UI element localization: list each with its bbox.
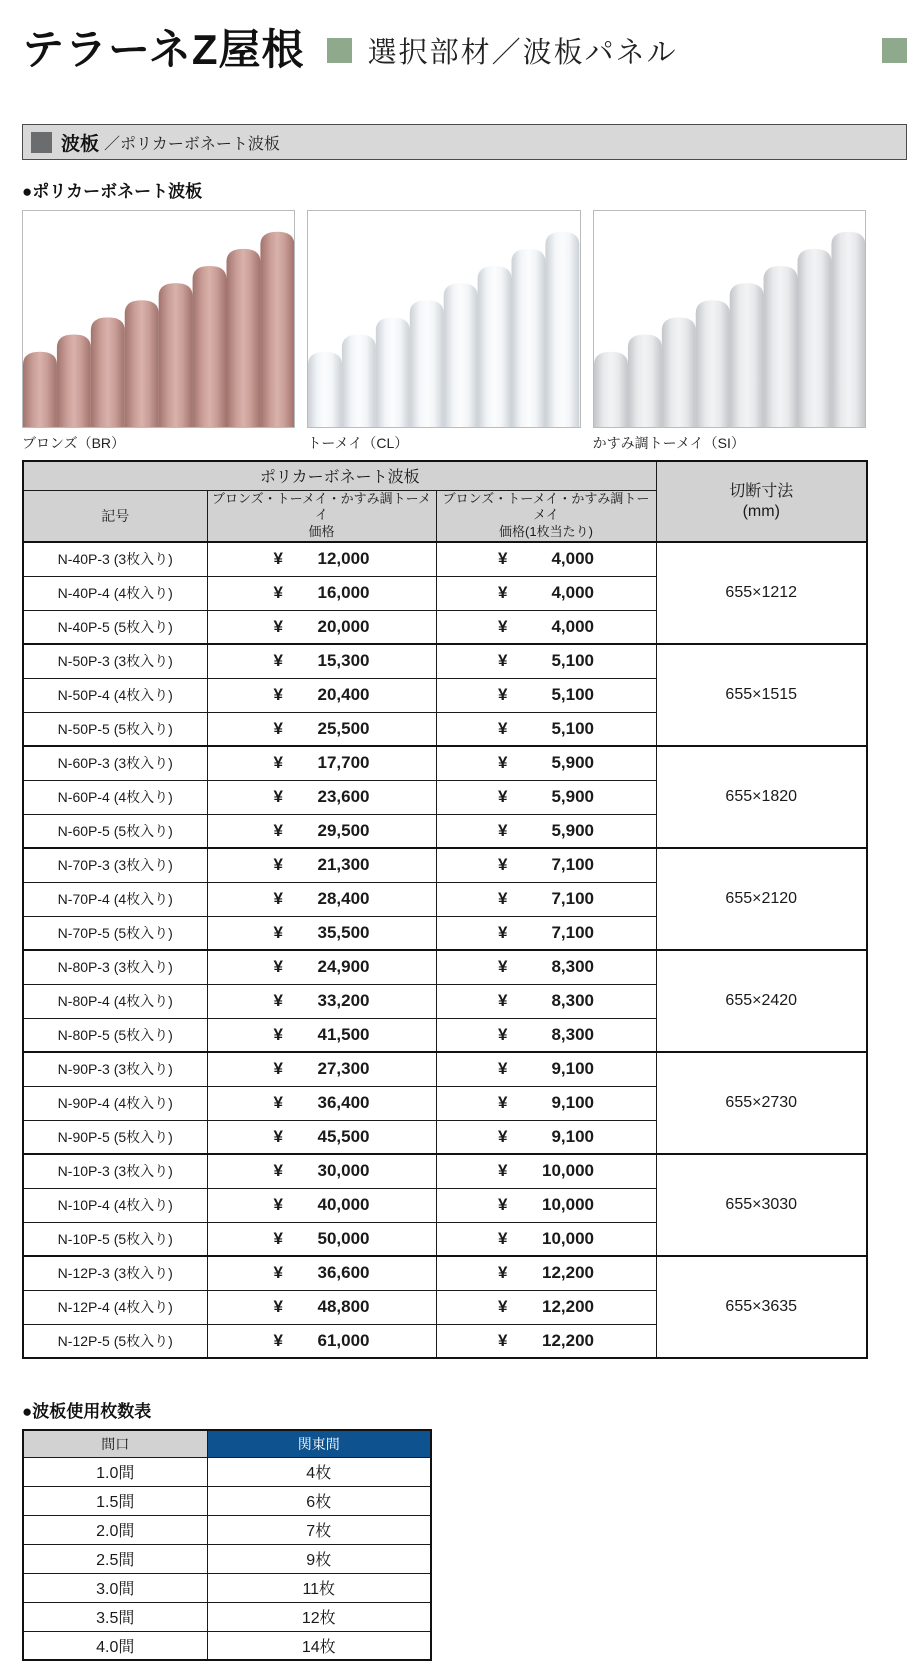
yen-symbol: ¥ xyxy=(498,1263,508,1283)
price-cell xyxy=(207,610,436,644)
price-table-row xyxy=(23,1154,867,1188)
price-amount: 48,800 xyxy=(317,1297,370,1317)
price-table-code-header: 記号 xyxy=(23,490,207,542)
code-cell: N-50P-4 (4枚入り) xyxy=(23,678,207,712)
swatch-label: かすみ調トーメイ（SI） xyxy=(592,435,745,451)
yen-symbol: ¥ xyxy=(273,549,283,569)
unit-header-line1: ブロンズ・トーメイ・かすみ調トーメイ xyxy=(442,490,650,523)
price-amount: 9,100 xyxy=(551,1126,594,1146)
section-bar-title: 波板 xyxy=(61,133,100,155)
yen-symbol: ¥ xyxy=(498,1297,508,1317)
price-amount: 8,300 xyxy=(551,1024,594,1044)
code-cell: N-12P-3 (3枚入り) xyxy=(23,1256,207,1290)
usage-col-kanto: 関東間 xyxy=(207,1430,431,1457)
price-amount: 27,300 xyxy=(317,1059,370,1079)
price-amount: 24,900 xyxy=(317,957,370,977)
size-cell: 655×2730 xyxy=(656,1052,867,1154)
price-cell xyxy=(207,984,436,1018)
kanto-cell: 14枚 xyxy=(207,1631,431,1660)
price-amount: 5,100 xyxy=(551,685,594,705)
price-cell xyxy=(207,882,436,916)
yen-symbol: ¥ xyxy=(273,753,283,773)
code-cell: N-90P-5 (5枚入り) xyxy=(23,1120,207,1154)
price-cell xyxy=(436,610,656,644)
price-table-size-header xyxy=(656,461,867,542)
code-cell: N-40P-4 (4枚入り) xyxy=(23,576,207,610)
maguchi-cell: 2.5間 xyxy=(23,1544,207,1573)
price-amount: 12,200 xyxy=(542,1263,594,1283)
yen-symbol: ¥ xyxy=(273,820,283,840)
price-cell xyxy=(207,1256,436,1290)
price-table-row xyxy=(23,1256,867,1290)
price-amount: 8,300 xyxy=(551,957,594,977)
price-cell xyxy=(207,1188,436,1222)
code-cell: N-80P-4 (4枚入り) xyxy=(23,984,207,1018)
size-header-line1: 切断寸法 xyxy=(729,482,794,500)
yen-symbol: ¥ xyxy=(273,718,283,738)
yen-symbol: ¥ xyxy=(498,1195,508,1215)
price-amount: 4,000 xyxy=(551,549,594,569)
price-cell xyxy=(207,1052,436,1086)
price-cell xyxy=(436,1290,656,1324)
code-cell: N-40P-5 (5枚入り) xyxy=(23,610,207,644)
price-amount: 4,000 xyxy=(551,583,594,603)
price-amount: 21,300 xyxy=(317,855,370,875)
yen-symbol: ¥ xyxy=(273,855,283,875)
price-amount: 36,400 xyxy=(317,1093,370,1113)
code-cell: N-60P-5 (5枚入り) xyxy=(23,814,207,848)
usage-table-heading: ●波板使用枚数表 xyxy=(22,1402,152,1422)
code-cell: N-12P-5 (5枚入り) xyxy=(23,1324,207,1358)
green-square-icon xyxy=(327,38,352,63)
yen-symbol: ¥ xyxy=(273,1297,283,1317)
price-cell xyxy=(436,678,656,712)
price-amount: 16,000 xyxy=(317,583,370,603)
code-cell: N-70P-4 (4枚入り) xyxy=(23,882,207,916)
code-cell: N-10P-5 (5枚入り) xyxy=(23,1222,207,1256)
yen-symbol: ¥ xyxy=(273,1195,283,1215)
size-cell: 655×1515 xyxy=(656,644,867,746)
kanto-cell: 11枚 xyxy=(207,1573,431,1602)
yen-symbol: ¥ xyxy=(273,922,283,942)
yen-symbol: ¥ xyxy=(498,616,508,636)
yen-symbol: ¥ xyxy=(273,583,283,603)
size-cell: 655×1820 xyxy=(656,746,867,848)
code-cell: N-50P-3 (3枚入り) xyxy=(23,644,207,678)
yen-symbol: ¥ xyxy=(498,1093,508,1113)
price-cell xyxy=(436,848,656,882)
price-cell xyxy=(207,1086,436,1120)
section-bar xyxy=(22,124,907,160)
price-cell xyxy=(436,814,656,848)
yen-symbol: ¥ xyxy=(273,1161,283,1181)
maguchi-cell: 3.0間 xyxy=(23,1573,207,1602)
price-table-row xyxy=(23,1052,867,1086)
price-cell xyxy=(436,746,656,780)
code-cell: N-90P-4 (4枚入り) xyxy=(23,1086,207,1120)
yen-symbol: ¥ xyxy=(273,1263,283,1283)
swatch-frosted xyxy=(593,210,866,453)
yen-symbol: ¥ xyxy=(273,1126,283,1146)
price-cell xyxy=(436,950,656,984)
price-amount: 45,500 xyxy=(317,1126,370,1146)
price-amount: 20,000 xyxy=(317,616,370,636)
yen-symbol: ¥ xyxy=(273,787,283,807)
price-amount: 12,000 xyxy=(317,549,370,569)
price-amount: 7,100 xyxy=(551,922,594,942)
yen-symbol: ¥ xyxy=(498,549,508,569)
usage-table-row xyxy=(23,1515,431,1544)
price-amount: 12,200 xyxy=(542,1330,594,1350)
usage-table-row xyxy=(23,1602,431,1631)
yen-symbol: ¥ xyxy=(498,1126,508,1146)
size-cell: 655×3635 xyxy=(656,1256,867,1358)
code-cell: N-50P-5 (5枚入り) xyxy=(23,712,207,746)
price-amount: 8,300 xyxy=(551,991,594,1011)
usage-table-body xyxy=(23,1457,431,1660)
yen-symbol: ¥ xyxy=(273,991,283,1011)
price-cell xyxy=(207,576,436,610)
kanto-cell: 4枚 xyxy=(207,1457,431,1486)
price-cell xyxy=(207,678,436,712)
usage-table-row xyxy=(23,1544,431,1573)
price-amount: 10,000 xyxy=(542,1195,594,1215)
yen-symbol: ¥ xyxy=(498,583,508,603)
price-cell xyxy=(207,1324,436,1358)
price-cell xyxy=(436,542,656,576)
price-cell xyxy=(436,916,656,950)
code-cell: N-80P-5 (5枚入り) xyxy=(23,1018,207,1052)
price-cell xyxy=(436,1120,656,1154)
price-cell xyxy=(207,814,436,848)
price-cell xyxy=(436,1018,656,1052)
yen-symbol: ¥ xyxy=(273,1330,283,1350)
code-cell: N-90P-3 (3枚入り) xyxy=(23,1052,207,1086)
price-cell xyxy=(207,780,436,814)
price-table-price-header xyxy=(207,490,436,542)
yen-symbol: ¥ xyxy=(498,685,508,705)
yen-symbol: ¥ xyxy=(498,889,508,909)
code-cell: N-70P-3 (3枚入り) xyxy=(23,848,207,882)
price-amount: 5,900 xyxy=(551,753,594,773)
price-amount: 7,100 xyxy=(551,855,594,875)
price-header-line2: 価格 xyxy=(308,524,335,540)
yen-symbol: ¥ xyxy=(498,957,508,977)
maguchi-cell: 1.0間 xyxy=(23,1457,207,1486)
code-cell: N-10P-4 (4枚入り) xyxy=(23,1188,207,1222)
price-cell xyxy=(436,1222,656,1256)
price-cell xyxy=(436,780,656,814)
maguchi-cell: 1.5間 xyxy=(23,1486,207,1515)
price-cell xyxy=(436,1154,656,1188)
size-header-line2: (mm) xyxy=(742,502,780,520)
price-cell xyxy=(436,1324,656,1358)
yen-symbol: ¥ xyxy=(273,616,283,636)
price-table-row xyxy=(23,950,867,984)
usage-table-row xyxy=(23,1457,431,1486)
maguchi-cell: 3.5間 xyxy=(23,1602,207,1631)
kanto-cell: 6枚 xyxy=(207,1486,431,1515)
price-cell xyxy=(207,848,436,882)
yen-symbol: ¥ xyxy=(498,820,508,840)
swatch-photo-bronze-image xyxy=(22,210,295,428)
price-amount: 36,600 xyxy=(317,1263,370,1283)
price-amount: 5,900 xyxy=(551,787,594,807)
yen-symbol: ¥ xyxy=(498,753,508,773)
section-bar-subtitle: ／ポリカーボネート波板 xyxy=(104,135,280,153)
code-cell: N-70P-5 (5枚入り) xyxy=(23,916,207,950)
price-cell xyxy=(207,644,436,678)
price-table-span-header: ポリカーボネート波板 xyxy=(23,461,656,490)
kanto-cell: 12枚 xyxy=(207,1602,431,1631)
yen-symbol: ¥ xyxy=(273,685,283,705)
yen-symbol: ¥ xyxy=(273,1093,283,1113)
yen-symbol: ¥ xyxy=(273,1024,283,1044)
price-cell xyxy=(436,1188,656,1222)
price-table-row xyxy=(23,644,867,678)
price-table-body xyxy=(23,542,867,1358)
price-amount: 17,700 xyxy=(317,753,370,773)
page-title: テラーネZ屋根 xyxy=(22,26,305,73)
price-header-line1: ブロンズ・トーメイ・かすみ調トーメイ xyxy=(211,490,432,523)
yen-symbol: ¥ xyxy=(498,1330,508,1350)
yen-symbol: ¥ xyxy=(498,922,508,942)
size-cell: 655×2420 xyxy=(656,950,867,1052)
price-amount: 61,000 xyxy=(317,1330,370,1350)
maguchi-cell: 2.0間 xyxy=(23,1515,207,1544)
price-cell xyxy=(207,712,436,746)
yen-symbol: ¥ xyxy=(498,1161,508,1181)
yen-symbol: ¥ xyxy=(273,1228,283,1248)
price-amount: 5,900 xyxy=(551,820,594,840)
price-amount: 15,300 xyxy=(317,651,370,671)
price-amount: 20,400 xyxy=(317,685,370,705)
yen-symbol: ¥ xyxy=(273,651,283,671)
code-cell: N-80P-3 (3枚入り) xyxy=(23,950,207,984)
price-amount: 5,100 xyxy=(551,718,594,738)
price-amount: 35,500 xyxy=(317,922,370,942)
usage-table xyxy=(22,1429,432,1661)
yen-symbol: ¥ xyxy=(498,718,508,738)
swatch-photo-clear-image xyxy=(307,210,580,428)
price-amount: 40,000 xyxy=(317,1195,370,1215)
page-subtitle: 選択部材／波板パネル xyxy=(367,36,678,69)
size-cell: 655×3030 xyxy=(656,1154,867,1256)
price-cell xyxy=(207,950,436,984)
price-table-row xyxy=(23,542,867,576)
price-cell xyxy=(436,644,656,678)
price-amount: 10,000 xyxy=(542,1228,594,1248)
usage-table-row xyxy=(23,1631,431,1660)
swatch-bronze xyxy=(22,210,295,453)
price-cell xyxy=(436,984,656,1018)
code-cell: N-10P-3 (3枚入り) xyxy=(23,1154,207,1188)
price-cell xyxy=(207,1222,436,1256)
yen-symbol: ¥ xyxy=(498,1228,508,1248)
price-cell xyxy=(436,712,656,746)
price-table-row xyxy=(23,746,867,780)
price-cell xyxy=(436,1256,656,1290)
usage-col-maguchi: 間口 xyxy=(23,1430,207,1457)
usage-table-row xyxy=(23,1573,431,1602)
swatch-label: ブロンズ（BR） xyxy=(22,435,126,451)
code-cell: N-60P-4 (4枚入り) xyxy=(23,780,207,814)
yen-symbol: ¥ xyxy=(273,1059,283,1079)
kanto-cell: 7枚 xyxy=(207,1515,431,1544)
swatch-photo-frosted-image xyxy=(593,210,866,428)
swatch-row xyxy=(22,210,866,453)
code-cell: N-60P-3 (3枚入り) xyxy=(23,746,207,780)
price-amount: 23,600 xyxy=(317,787,370,807)
kanto-cell: 9枚 xyxy=(207,1544,431,1573)
unit-header-line2: 価格(1枚当たり) xyxy=(499,524,593,540)
yen-symbol: ¥ xyxy=(498,787,508,807)
price-amount: 5,100 xyxy=(551,651,594,671)
price-cell xyxy=(436,1086,656,1120)
price-cell xyxy=(436,576,656,610)
title-row xyxy=(22,26,907,74)
price-amount: 12,200 xyxy=(542,1297,594,1317)
price-amount: 30,000 xyxy=(317,1161,370,1181)
yen-symbol: ¥ xyxy=(498,1024,508,1044)
price-cell xyxy=(207,746,436,780)
code-cell: N-12P-4 (4枚入り) xyxy=(23,1290,207,1324)
yen-symbol: ¥ xyxy=(498,651,508,671)
size-cell: 655×2120 xyxy=(656,848,867,950)
price-table-row xyxy=(23,848,867,882)
maguchi-cell: 4.0間 xyxy=(23,1631,207,1660)
price-amount: 9,100 xyxy=(551,1093,594,1113)
price-cell xyxy=(436,882,656,916)
swatch-clear xyxy=(307,210,580,453)
price-cell xyxy=(207,1018,436,1052)
price-amount: 33,200 xyxy=(317,991,370,1011)
gray-square-icon xyxy=(31,132,52,153)
products-heading: ●ポリカーボネート波板 xyxy=(22,182,203,201)
yen-symbol: ¥ xyxy=(498,855,508,875)
usage-table-row xyxy=(23,1486,431,1515)
size-cell: 655×1212 xyxy=(656,542,867,644)
yen-symbol: ¥ xyxy=(273,957,283,977)
green-square-icon xyxy=(882,38,907,63)
price-amount: 50,000 xyxy=(317,1228,370,1248)
price-cell xyxy=(207,542,436,576)
price-cell xyxy=(207,1290,436,1324)
price-table-unit-header xyxy=(436,490,656,542)
swatch-label: トーメイ（CL） xyxy=(307,435,409,451)
price-amount: 7,100 xyxy=(551,889,594,909)
price-amount: 29,500 xyxy=(317,820,370,840)
price-amount: 25,500 xyxy=(317,718,370,738)
yen-symbol: ¥ xyxy=(498,1059,508,1079)
yen-symbol: ¥ xyxy=(498,991,508,1011)
price-cell xyxy=(207,1120,436,1154)
price-cell xyxy=(207,1154,436,1188)
yen-symbol: ¥ xyxy=(273,889,283,909)
price-amount: 9,100 xyxy=(551,1059,594,1079)
price-amount: 10,000 xyxy=(542,1161,594,1181)
price-amount: 28,400 xyxy=(317,889,370,909)
price-cell xyxy=(207,916,436,950)
price-cell xyxy=(436,1052,656,1086)
code-cell: N-40P-3 (3枚入り) xyxy=(23,542,207,576)
price-amount: 41,500 xyxy=(317,1024,370,1044)
price-table xyxy=(22,460,868,1359)
price-amount: 4,000 xyxy=(551,616,594,636)
